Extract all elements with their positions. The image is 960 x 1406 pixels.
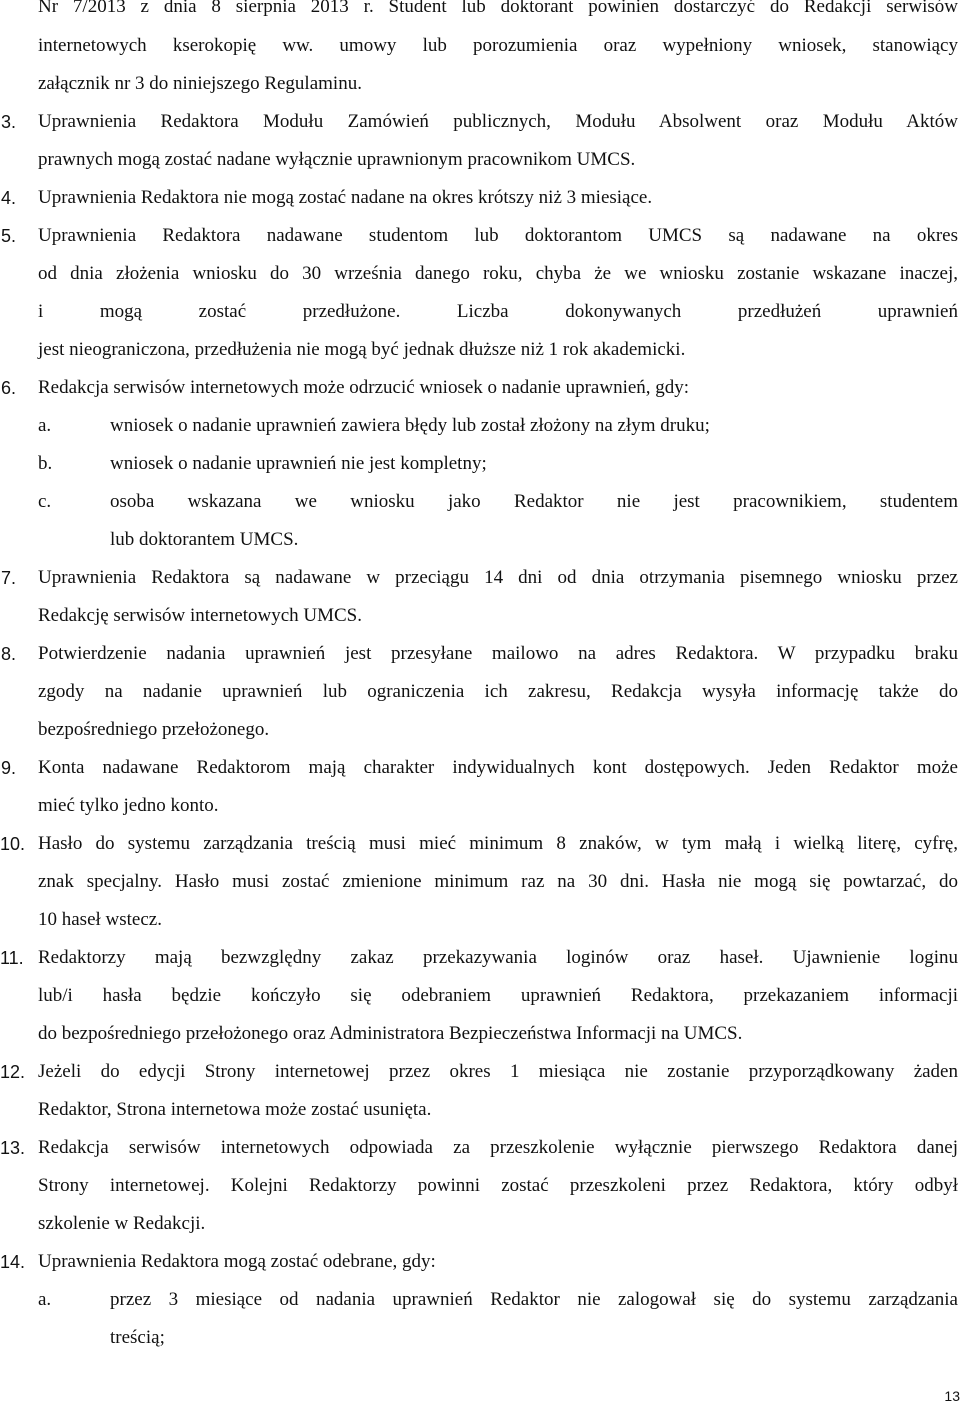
paragraph-text: wniosek o nadanie uprawnień nie jest kompletny; <box>110 453 487 474</box>
text-line <box>0 300 960 324</box>
item-number: 5. <box>1 226 17 246</box>
paragraph-text: Potwierdzenie nadania uprawnień jest przesyłane mailowo na adres Redaktora. W przypadku braku <box>38 643 958 664</box>
list-item-4 <box>0 186 960 210</box>
paragraph-text: Redakcja serwisów internetowych odpowiada za przeszkolenie wyłącznie pierwszego Redaktora danej <box>38 1137 958 1158</box>
item-number: 4. <box>1 188 17 208</box>
paragraph-text: Uprawnienia Redaktora mogą zostać odebrane, gdy: <box>38 1251 436 1272</box>
paragraph-text: Redakcję serwisów internetowych UMCS. <box>38 605 362 626</box>
text-line <box>0 1212 960 1236</box>
list-item-14 <box>0 1250 960 1274</box>
paragraph-text: załącznik nr 3 do niniejszego Regulaminu. <box>38 73 362 94</box>
list-item-5 <box>0 224 960 248</box>
paragraph-text: internetowych kserokopię ww. umowy lub porozumienia oraz wypełniony wniosek, stanowiący <box>38 35 958 56</box>
paragraph-text: Uprawnienia Redaktora nie mogą zostać nadane na okres krótszy niż 3 miesiące. <box>38 187 653 208</box>
text-line <box>0 338 960 362</box>
text-line <box>0 72 960 96</box>
paragraph-text: Redaktorzy mają bezwzględny zakaz przekazywania loginów oraz haseł. Ujawnienie loginu <box>38 947 958 968</box>
paragraph-text: przez 3 miesiące od nadania uprawnień Redaktor nie zalogował się do systemu zarządzania <box>110 1289 958 1310</box>
paragraph-text: Uprawnienia Redaktora nadawane studentom lub doktorantom UMCS są nadawane na okres <box>38 225 958 246</box>
paragraph-text: Uprawnienia Redaktora Modułu Zamówień publicznych, Modułu Absolwent oraz Modułu Aktów <box>38 111 958 132</box>
list-item-13 <box>0 1136 960 1160</box>
item-number: 3. <box>1 112 17 132</box>
item-number: 9. <box>1 758 17 778</box>
text-line <box>0 718 960 742</box>
paragraph-text: treścią; <box>110 1327 165 1348</box>
sub-item-label: a. <box>38 1289 52 1310</box>
paragraph-text: 10 haseł wstecz. <box>38 909 162 930</box>
text-line <box>0 528 960 552</box>
paragraph-text: Redaktor, Strona internetowa może zostać usunięta. <box>38 1099 432 1120</box>
paragraph-text: bezpośredniego przełożonego. <box>38 719 270 740</box>
paragraph-text: osoba wskazana we wniosku jako Redaktor nie jest pracownikiem, studentem <box>110 491 958 512</box>
text-line <box>0 1174 960 1198</box>
paragraph-text: Strony internetowej. Kolejni Redaktorzy powinni zostać przeszkoleni przez Redaktora, który odbył <box>38 1175 958 1196</box>
paragraph-text: jest nieograniczona, przedłużenia nie mogą być jednak dłuższe niż 1 rok akademicki. <box>38 339 686 360</box>
item-number: 11. <box>0 948 24 968</box>
text-line <box>0 262 960 286</box>
list-item-11 <box>0 946 960 970</box>
list-item-10 <box>0 832 960 856</box>
paragraph-text: Nr 7/2013 z dnia 8 sierpnia 2013 r. Student lub doktorant powinien dostarczyć do Redakcji serwisów <box>38 0 958 17</box>
item-number: 6. <box>1 378 17 398</box>
text-line <box>0 604 960 628</box>
text-line <box>0 794 960 818</box>
paragraph-text: lub/i hasła będzie kończyło się odebraniem uprawnień Redaktora, przekazaniem informacji <box>38 985 958 1006</box>
text-line <box>0 984 960 1008</box>
list-item-9 <box>0 756 960 780</box>
text-line <box>0 908 960 932</box>
sub-item-label: c. <box>38 491 52 512</box>
text-line <box>0 1098 960 1122</box>
paragraph-text: wniosek o nadanie uprawnień zawiera błędy lub został złożony na złym druku; <box>110 415 710 436</box>
sub-item-b <box>0 452 960 476</box>
item-number: 14. <box>0 1252 26 1272</box>
list-item-12 <box>0 1060 960 1084</box>
sub-item-label: a. <box>38 415 52 436</box>
paragraph-text: szkolenie w Redakcji. <box>38 1213 206 1234</box>
list-item-8 <box>0 642 960 666</box>
text-line <box>0 34 960 58</box>
text-line <box>0 1022 960 1046</box>
item-number: 12. <box>0 1062 26 1082</box>
text-line <box>0 148 960 172</box>
paragraph-text: do bezpośredniego przełożonego oraz Administratora Bezpieczeństwa Informacji na UMCS. <box>38 1023 743 1044</box>
paragraph-text: Jeżeli do edycji Strony internetowej przez okres 1 miesiąca nie zostanie przyporządkowany żaden <box>38 1061 958 1082</box>
paragraph-text: Konta nadawane Redaktorom mają charakter indywidualnych kont dostępowych. Jeden Redaktor może <box>38 757 958 778</box>
paragraph-text: Hasło do systemu zarządzania treścią musi mieć minimum 8 znaków, w tym małą i wielką literę, cyfrę, <box>38 833 958 854</box>
item-number: 10. <box>0 834 26 854</box>
sub-item-a <box>0 1288 960 1312</box>
item-number: 13. <box>0 1138 26 1158</box>
paragraph-text: i mogą zostać przedłużone. Liczba dokonywanych przedłużeń uprawnień <box>38 301 958 322</box>
list-item-6 <box>0 376 960 400</box>
paragraph-text: lub doktorantem UMCS. <box>110 529 299 550</box>
sub-item-label: b. <box>38 453 53 474</box>
paragraph-text: znak specjalny. Hasło musi zostać zmienione minimum raz na 30 dni. Hasła nie mogą się powtarzać, do <box>38 871 958 892</box>
paragraph-text: od dnia złożenia wniosku do 30 września danego roku, chyba że we wniosku zostanie wskazane inaczej, <box>38 263 958 284</box>
paragraph-text: mieć tylko jedno konto. <box>38 795 219 816</box>
paragraph-text: prawnych mogą zostać nadane wyłącznie uprawnionym pracownikom UMCS. <box>38 149 636 170</box>
list-item-7 <box>0 566 960 590</box>
text-line <box>0 680 960 704</box>
item-number: 8. <box>1 644 17 664</box>
item-number: 7. <box>1 568 17 588</box>
paragraph-text: zgody na nadanie uprawnień lub ograniczenia ich zakresu, Redakcja wysyła informację także do <box>38 681 958 702</box>
text-line <box>0 870 960 894</box>
text-line <box>0 1326 960 1350</box>
paragraph-text: Redakcja serwisów internetowych może odrzucić wniosek o nadanie uprawnień, gdy: <box>38 377 690 398</box>
sub-item-a <box>0 414 960 438</box>
page-number: 13 <box>944 1388 960 1404</box>
list-item-3 <box>0 110 960 134</box>
paragraph-text: Uprawnienia Redaktora są nadawane w przeciągu 14 dni od dnia otrzymania pisemnego wniosku przez <box>38 567 958 588</box>
text-line <box>0 0 960 19</box>
sub-item-c <box>0 490 960 514</box>
